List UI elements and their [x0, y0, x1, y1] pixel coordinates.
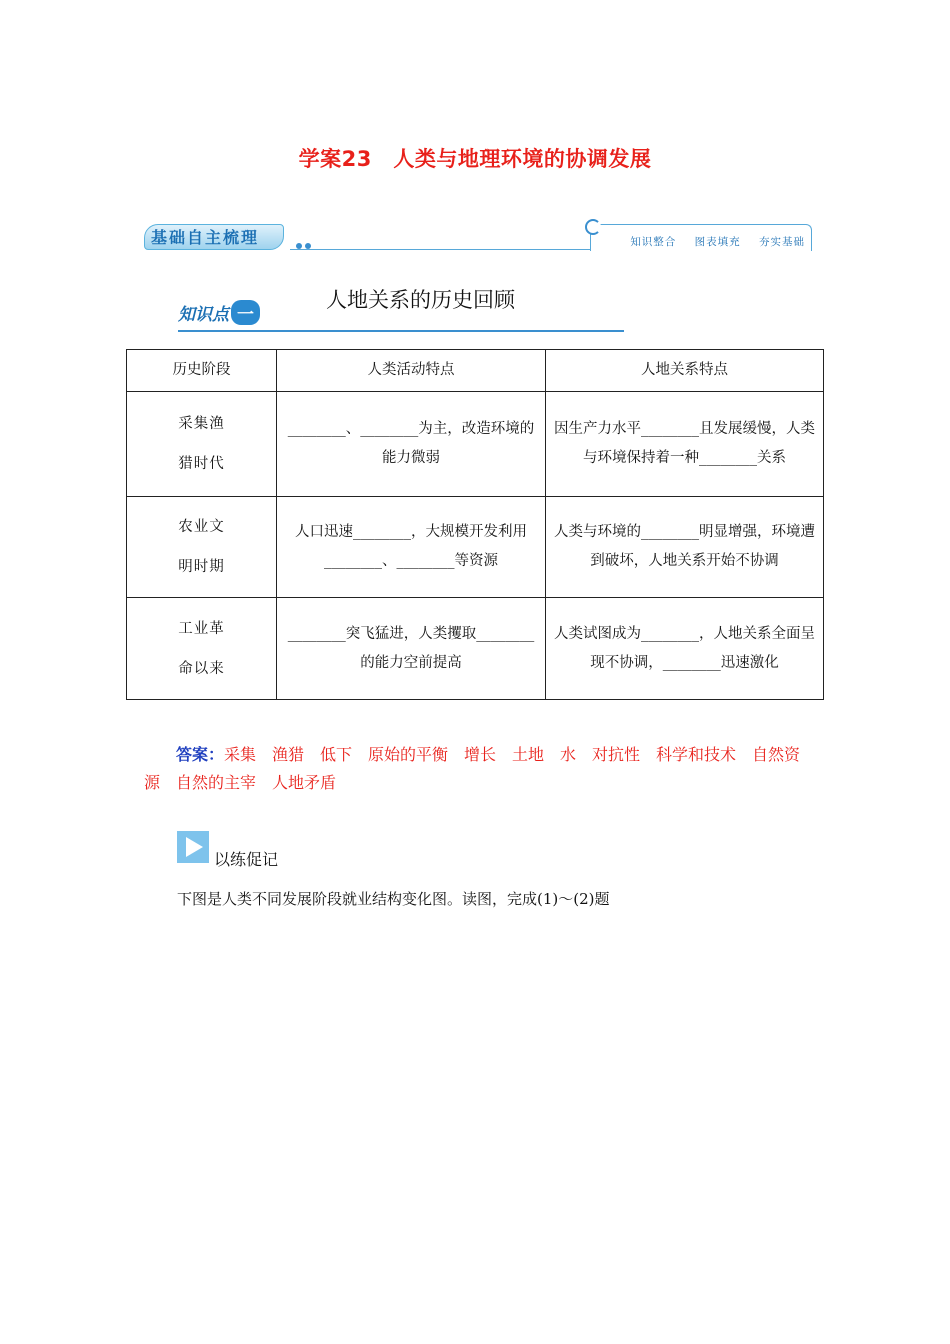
knowledge-point-badge	[178, 300, 260, 325]
answer-text: 采集 渔猎 低下 原始的平衡 增长 土地 水 对抗性 科学和技术 自然资源 自然的主宰 人地矛盾	[144, 745, 801, 792]
stage-line: 工业革	[178, 620, 225, 637]
swirl-icon	[585, 219, 601, 235]
heading-underline	[178, 330, 624, 332]
activity-cell: ________、________为主，改造环境的能力微弱	[277, 392, 546, 497]
page-title: 学案23 人类与地理环境的协调发展	[298, 147, 652, 171]
relation-cell: 人类与环境的________明显增强，环境遭到破坏，人地关系开始不协调	[546, 497, 824, 598]
relation-cell: 人类试图成为________，人地关系全面呈现不协调，________迅速激化	[546, 598, 824, 700]
history-table	[126, 349, 824, 700]
table-row	[127, 392, 824, 497]
stage-cell	[127, 392, 277, 497]
banner-tag: 图表填充	[694, 236, 741, 248]
stage-line: 农业文	[178, 519, 225, 535]
section-banner	[144, 220, 812, 254]
table-header-row	[127, 350, 824, 392]
table-row	[127, 598, 824, 700]
badge-label: 知识点	[178, 305, 229, 325]
knowledge-point-heading	[178, 284, 624, 332]
table-row	[127, 497, 824, 598]
header-cell: 人类活动特点	[277, 350, 546, 392]
stage-line: 明时期	[178, 559, 225, 575]
stage-cell	[127, 598, 277, 700]
stage-line: 采集渔	[178, 416, 225, 432]
play-icon	[177, 831, 209, 863]
stage-line: 命以来	[178, 660, 225, 677]
header-cell: 历史阶段	[127, 350, 277, 392]
banner-tag: 知识整合	[630, 236, 677, 248]
dots-icon	[296, 234, 314, 253]
activity-cell: 人口迅速________，大规模开发利用________、________等资源	[277, 497, 546, 598]
relation-cell: 因生产力水平________且发展缓慢，人类与环境保持着一种________关系	[546, 392, 824, 497]
answer-block	[144, 741, 810, 797]
question-text: 下图是人类不同发展阶段就业结构变化图。读图，完成(1)～(2)题	[177, 890, 610, 908]
knowledge-point-title: 人地关系的历史回顾	[326, 288, 515, 312]
practice-label: 以练促记	[214, 850, 279, 869]
banner-tags-box	[590, 224, 812, 251]
stage-line: 猎时代	[178, 456, 225, 472]
answer-label: 答案：	[176, 745, 225, 764]
badge-number: 一	[231, 300, 260, 325]
stage-cell	[127, 497, 277, 598]
banner-label: 基础自主梳理	[144, 224, 284, 250]
header-cell: 人地关系特点	[546, 350, 824, 392]
activity-cell: ________突飞猛进，人类攫取________的能力空前提高	[277, 598, 546, 700]
banner-tag: 夯实基础	[759, 236, 805, 248]
